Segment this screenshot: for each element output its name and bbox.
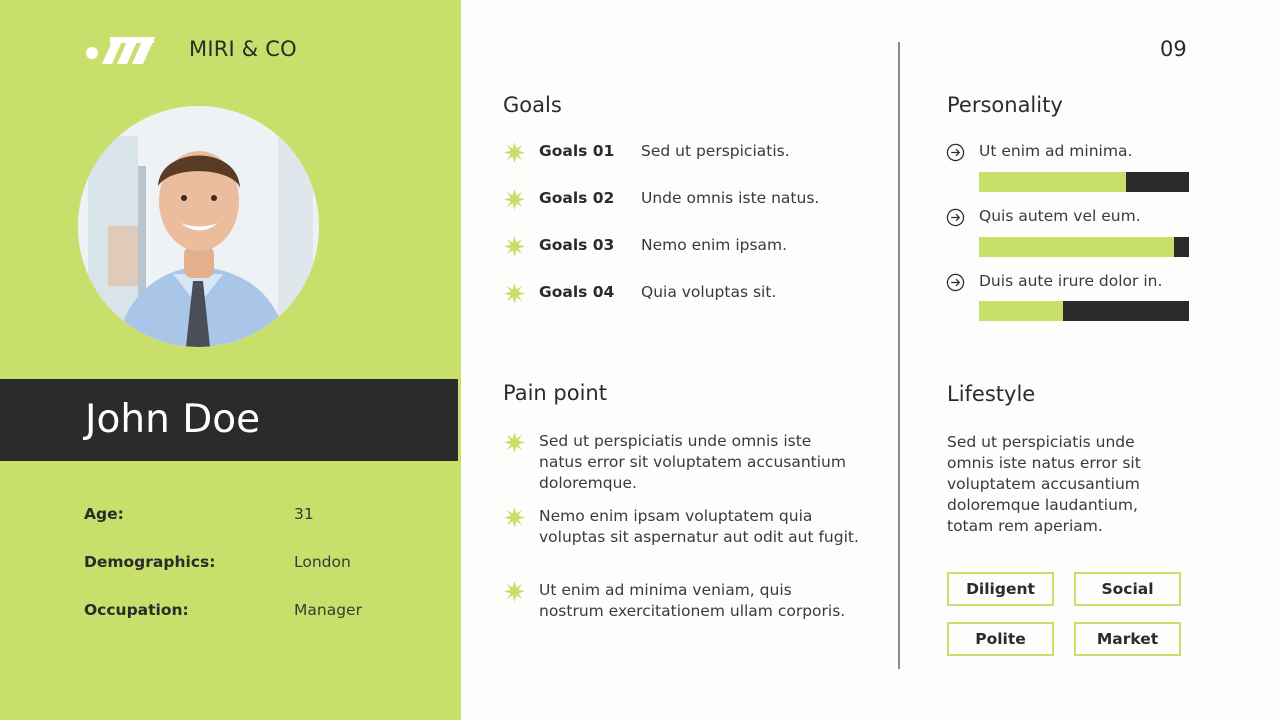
tag-market: Market [1074, 622, 1181, 656]
personality-bar [979, 172, 1189, 192]
occupation-label: Occupation: [84, 601, 189, 619]
brand-logo-icon [84, 34, 156, 66]
personality-label: Quis autem vel eum. [979, 207, 1141, 225]
pain-point-title: Pain point [503, 381, 607, 405]
goal-text: Unde omnis iste natus. [641, 189, 820, 207]
pain-point-text: Ut enim ad minima veniam, quis nostrum exercitationem ullam corporis. [539, 581, 846, 620]
age-value: 31 [294, 505, 314, 523]
column-divider [898, 42, 900, 669]
star-bullet-icon [503, 506, 526, 529]
personality-label: Duis aute irure dolor in. [979, 272, 1163, 290]
star-bullet-icon [503, 282, 526, 305]
demographics-value: London [294, 553, 351, 571]
tag-diligent: Diligent [947, 572, 1054, 606]
tag-polite: Polite [947, 622, 1054, 656]
lifestyle-title: Lifestyle [947, 382, 1036, 406]
arrow-circle-icon [946, 143, 965, 162]
pain-point-text: Nemo enim ipsam voluptatem quia voluptas sit aspernatur aut odit aut fugit. [539, 507, 859, 546]
personality-bar-fill [979, 301, 1063, 321]
arrow-circle-icon [946, 273, 965, 292]
occupation-value: Manager [294, 601, 362, 619]
page-number: 09 [1160, 37, 1187, 61]
star-bullet-icon [503, 141, 526, 164]
goal-label: Goals 03 [539, 236, 615, 254]
personality-bar-fill [979, 172, 1126, 192]
star-bullet-icon [503, 580, 526, 603]
pain-point-text: Sed ut perspiciatis unde omnis iste natus error sit voluptatem accusantium doloremque. [539, 432, 846, 492]
age-label: Age: [84, 505, 124, 523]
personality-title: Personality [947, 93, 1063, 117]
goal-text: Sed ut perspiciatis. [641, 142, 790, 160]
person-photo-icon [78, 106, 319, 347]
star-bullet-icon [503, 431, 526, 454]
goals-title: Goals [503, 93, 562, 117]
personality-label: Ut enim ad minima. [979, 142, 1133, 160]
personality-bar [979, 301, 1189, 321]
goal-label: Goals 02 [539, 189, 615, 207]
demographics-label: Demographics: [84, 553, 216, 571]
personality-bar [979, 237, 1189, 257]
goal-text: Quia voluptas sit. [641, 283, 777, 301]
name-banner [0, 379, 458, 461]
goal-label: Goals 04 [539, 283, 615, 301]
profile-name: John Doe [85, 397, 261, 442]
tag-social: Social [1074, 572, 1181, 606]
star-bullet-icon [503, 188, 526, 211]
personality-bar-fill [979, 237, 1174, 257]
profile-panel [0, 0, 461, 720]
goal-label: Goals 01 [539, 142, 615, 160]
star-bullet-icon [503, 235, 526, 258]
brand-name: MIRI & CO [189, 37, 297, 61]
arrow-circle-icon [946, 208, 965, 227]
goal-text: Nemo enim ipsam. [641, 236, 788, 254]
lifestyle-text: Sed ut perspiciatis unde omnis iste natus error sit voluptatem accusantium doloremque laudantium, totam rem aperiam. [947, 433, 1141, 535]
profile-photo [78, 106, 319, 347]
